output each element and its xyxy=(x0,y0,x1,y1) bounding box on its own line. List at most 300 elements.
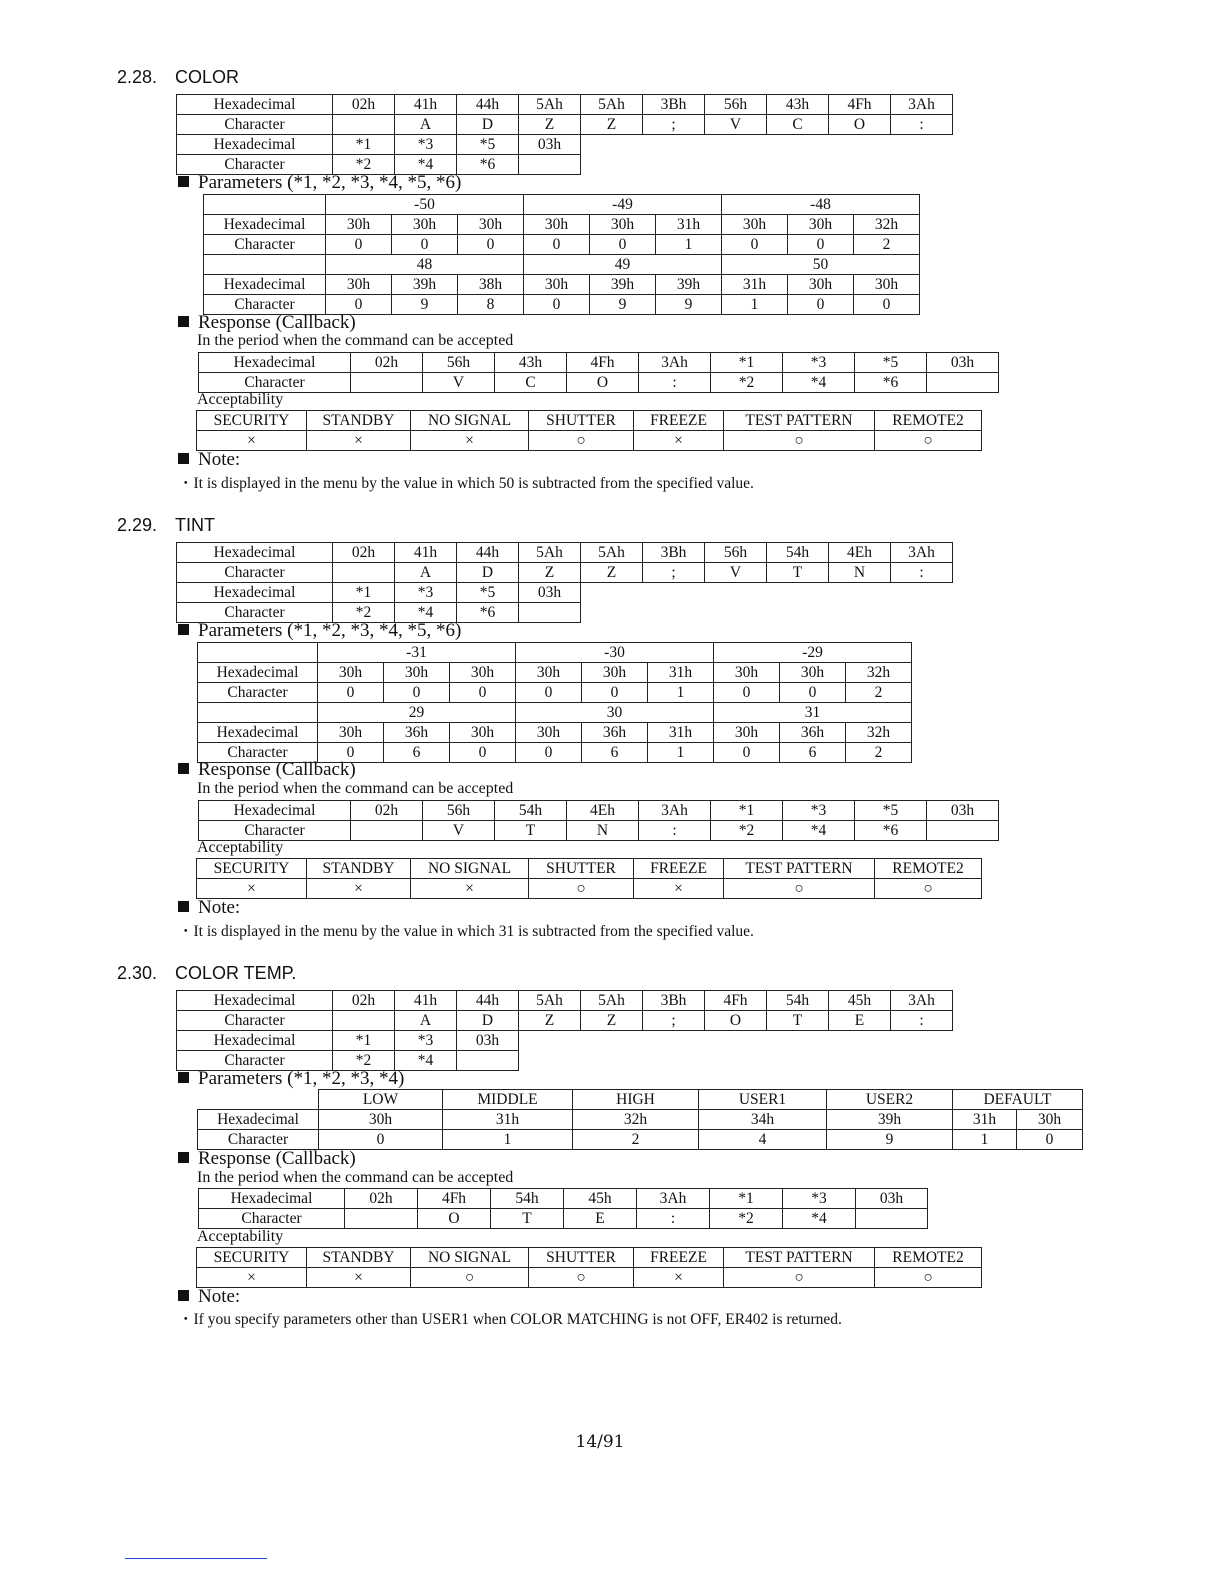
section-heading-color xyxy=(117,67,239,88)
cell: 3Ah xyxy=(639,801,711,821)
cell: 4 xyxy=(699,1130,827,1150)
cell: 30h xyxy=(524,215,590,235)
note-text: ・If you specify parameters other than USER1 when COLOR MATCHING is not OFF, ER402 is returned. xyxy=(178,1311,842,1328)
cell: V xyxy=(423,821,495,841)
cell: Z xyxy=(519,115,581,135)
cell: SECURITY xyxy=(197,411,307,431)
cell: D xyxy=(457,115,519,135)
cell: 43h xyxy=(767,95,829,115)
cell: : xyxy=(891,563,953,583)
acceptability-label: Acceptability xyxy=(197,391,284,408)
cell: 30h xyxy=(854,275,920,295)
cell: 30h xyxy=(714,663,780,683)
cell: 44h xyxy=(457,543,519,563)
cell: 03h xyxy=(519,135,581,155)
response-intro: In the period when the command can be accepted xyxy=(197,780,514,797)
cell: 31 xyxy=(714,703,912,723)
cell: T xyxy=(767,1011,829,1031)
cell: 2 xyxy=(854,235,920,255)
parameters-table-color xyxy=(203,194,920,315)
cell: NO SIGNAL xyxy=(411,411,529,431)
response-heading: Response (Callback) xyxy=(178,1148,356,1170)
cell: *2 xyxy=(333,1051,395,1071)
cell: 44h xyxy=(457,95,519,115)
cell: 30h xyxy=(458,215,524,235)
cell: 1 xyxy=(443,1130,573,1150)
cell: 5Ah xyxy=(581,543,643,563)
cell: 02h xyxy=(333,95,395,115)
cell: V xyxy=(705,563,767,583)
cell: 31h xyxy=(953,1110,1017,1130)
cell: D xyxy=(457,563,519,583)
cell: Hexadecimal xyxy=(177,583,333,603)
cell: 39h xyxy=(590,275,656,295)
cell xyxy=(351,821,423,841)
cell: 30h xyxy=(788,275,854,295)
cell: 30 xyxy=(516,703,714,723)
cell: T xyxy=(491,1209,564,1229)
cell: 31h xyxy=(443,1110,573,1130)
cell: A xyxy=(395,115,457,135)
cell: 56h xyxy=(705,95,767,115)
cell: Hexadecimal xyxy=(177,1031,333,1051)
cell: × xyxy=(634,879,724,899)
cell: Character xyxy=(177,563,333,583)
section-title: TINT xyxy=(175,515,215,535)
cell: SHUTTER xyxy=(529,411,634,431)
cell xyxy=(204,255,326,275)
cell: 5Ah xyxy=(519,991,581,1011)
cell: 43h xyxy=(495,353,567,373)
cell: 1 xyxy=(722,295,788,315)
cell: REMOTE2 xyxy=(875,1248,982,1268)
cell: Hexadecimal xyxy=(177,543,333,563)
cell: 02h xyxy=(333,543,395,563)
cell: Hexadecimal xyxy=(199,1189,345,1209)
cell: Character xyxy=(177,155,333,175)
cell: 30h xyxy=(450,723,516,743)
cell xyxy=(198,703,318,723)
response-intro: In the period when the command can be accepted xyxy=(197,1169,514,1186)
cell: A xyxy=(395,1011,457,1031)
cell: ○ xyxy=(875,431,982,451)
bullet-square-icon xyxy=(178,1072,189,1083)
cell: *4 xyxy=(783,821,855,841)
cell: *6 xyxy=(855,373,927,393)
cell: 8 xyxy=(458,295,524,315)
response-heading: Response (Callback) xyxy=(178,759,356,781)
cell: × xyxy=(197,431,307,451)
cell: LOW xyxy=(319,1090,443,1110)
cell: 3Ah xyxy=(639,353,711,373)
cell: 03h xyxy=(927,353,999,373)
cell: 2 xyxy=(846,743,912,763)
cell xyxy=(519,603,581,623)
cell: 02h xyxy=(345,1189,418,1209)
cell: *1 xyxy=(333,135,395,155)
page-number: 14/91 xyxy=(575,1432,625,1452)
cell: Character xyxy=(177,115,333,135)
cell: STANDBY xyxy=(307,859,411,879)
cell: Hexadecimal xyxy=(198,663,318,683)
cell: 30h xyxy=(319,1110,443,1130)
cell: *3 xyxy=(783,353,855,373)
cell: 32h xyxy=(846,663,912,683)
cell: SECURITY xyxy=(197,859,307,879)
cell: 0 xyxy=(780,683,846,703)
cell: 03h xyxy=(856,1189,928,1209)
cell: Hexadecimal xyxy=(199,801,351,821)
cell: A xyxy=(395,563,457,583)
cell: 30h xyxy=(582,663,648,683)
cell: Z xyxy=(581,563,643,583)
section-number: 2.28. xyxy=(117,67,158,87)
cell: : xyxy=(891,1011,953,1031)
section-number: 2.29. xyxy=(117,515,158,535)
cell: Hexadecimal xyxy=(204,275,326,295)
cell: × xyxy=(307,879,411,899)
cell: 4Fh xyxy=(829,95,891,115)
cell: 54h xyxy=(767,543,829,563)
cell: Hexadecimal xyxy=(198,1110,319,1130)
cell: Character xyxy=(198,1130,319,1150)
cell: Character xyxy=(199,373,351,393)
cell xyxy=(198,643,318,663)
cell: 1 xyxy=(953,1130,1017,1150)
cell: SHUTTER xyxy=(529,859,634,879)
cell: 30h xyxy=(326,215,392,235)
cell: Hexadecimal xyxy=(177,991,333,1011)
cell: 45h xyxy=(564,1189,637,1209)
cell: N xyxy=(829,563,891,583)
cell: 4Fh xyxy=(418,1189,491,1209)
cell: Z xyxy=(581,115,643,135)
cell: *1 xyxy=(711,353,783,373)
cell: *5 xyxy=(855,353,927,373)
cell: Hexadecimal xyxy=(199,353,351,373)
cell xyxy=(519,155,581,175)
cell: 39h xyxy=(656,275,722,295)
cell: TEST PATTERN xyxy=(724,859,875,879)
cell: SECURITY xyxy=(197,1248,307,1268)
cell: 30h xyxy=(780,663,846,683)
cell: USER2 xyxy=(827,1090,953,1110)
parameters-heading: Parameters (*1, *2, *3, *4, *5, *6) xyxy=(178,172,461,194)
cell xyxy=(333,1011,395,1031)
cell: E xyxy=(564,1209,637,1229)
cell: Character xyxy=(204,295,326,315)
cell: *3 xyxy=(395,1031,457,1051)
cell: 45h xyxy=(829,991,891,1011)
acceptability-label: Acceptability xyxy=(197,1228,284,1245)
cell: : xyxy=(639,821,711,841)
cell: 30h xyxy=(524,275,590,295)
cell: Character xyxy=(177,1051,333,1071)
cell: V xyxy=(423,373,495,393)
cell: × xyxy=(307,431,411,451)
cell: 03h xyxy=(457,1031,519,1051)
cell: 3Ah xyxy=(637,1189,710,1209)
cell: 30h xyxy=(516,723,582,743)
cell: Hexadecimal xyxy=(198,723,318,743)
cell: N xyxy=(567,821,639,841)
cell: 31h xyxy=(648,663,714,683)
cell: 0 xyxy=(326,235,392,255)
command-table-color-temp xyxy=(176,990,953,1071)
cell: -50 xyxy=(326,195,524,215)
cell: 2 xyxy=(846,683,912,703)
cell: 5Ah xyxy=(519,543,581,563)
cell: 0 xyxy=(319,1130,443,1150)
bullet-square-icon xyxy=(178,316,189,327)
cell: O xyxy=(418,1209,491,1229)
cell: 56h xyxy=(705,543,767,563)
cell: O xyxy=(567,373,639,393)
cell: Character xyxy=(198,683,318,703)
cell: 4Fh xyxy=(705,991,767,1011)
cell: Character xyxy=(199,821,351,841)
cell: 6 xyxy=(780,743,846,763)
cell: : xyxy=(891,115,953,135)
cell: *4 xyxy=(783,1209,856,1229)
section-heading-color-temp xyxy=(117,963,296,984)
cell: T xyxy=(767,563,829,583)
cell: 0 xyxy=(450,683,516,703)
cell xyxy=(204,195,326,215)
cell: 0 xyxy=(326,295,392,315)
cell: 5Ah xyxy=(581,95,643,115)
cell: *1 xyxy=(333,1031,395,1051)
cell: 0 xyxy=(714,683,780,703)
cell: 3Ah xyxy=(891,991,953,1011)
cell: *5 xyxy=(457,583,519,603)
cell: 0 xyxy=(590,235,656,255)
cell: : xyxy=(639,373,711,393)
cell: *6 xyxy=(457,603,519,623)
cell: 3Ah xyxy=(891,95,953,115)
cell: MIDDLE xyxy=(443,1090,573,1110)
acceptability-table-color-temp xyxy=(196,1247,982,1288)
cell: 31h xyxy=(656,215,722,235)
cell: 41h xyxy=(395,543,457,563)
cell: *4 xyxy=(783,373,855,393)
cell: T xyxy=(495,821,567,841)
cell: 30h xyxy=(326,275,392,295)
cell: 0 xyxy=(384,683,450,703)
bullet-square-icon xyxy=(178,624,189,635)
cell: 0 xyxy=(582,683,648,703)
cell: FREEZE xyxy=(634,1248,724,1268)
section-title: COLOR TEMP. xyxy=(175,963,297,983)
cell: 31h xyxy=(722,275,788,295)
cell: *6 xyxy=(855,821,927,841)
cell: 50 xyxy=(722,255,920,275)
cell: Character xyxy=(177,1011,333,1031)
section-number: 2.30. xyxy=(117,963,158,983)
cell: Character xyxy=(198,743,318,763)
cell: *2 xyxy=(711,373,783,393)
cell: 30h xyxy=(392,215,458,235)
note-heading: Note: xyxy=(178,1286,240,1308)
cell: 4Eh xyxy=(829,543,891,563)
cell xyxy=(333,115,395,135)
cell: 02h xyxy=(351,353,423,373)
cell: 56h xyxy=(423,353,495,373)
cell: Hexadecimal xyxy=(177,135,333,155)
cell: 32h xyxy=(854,215,920,235)
cell: 36h xyxy=(582,723,648,743)
cell: 49 xyxy=(524,255,722,275)
cell: 54h xyxy=(495,801,567,821)
cell: 9 xyxy=(590,295,656,315)
cell: *5 xyxy=(855,801,927,821)
bullet-square-icon xyxy=(178,453,189,464)
cell: ; xyxy=(643,563,705,583)
cell: 54h xyxy=(767,991,829,1011)
parameters-heading: Parameters (*1, *2, *3, *4, *5, *6) xyxy=(178,620,461,642)
bullet-square-icon xyxy=(178,1290,189,1301)
cell xyxy=(927,373,999,393)
cell: 54h xyxy=(491,1189,564,1209)
cell: 32h xyxy=(573,1110,699,1130)
cell: -31 xyxy=(318,643,516,663)
cell: TEST PATTERN xyxy=(724,411,875,431)
cell: 3Bh xyxy=(643,991,705,1011)
cell: E xyxy=(829,1011,891,1031)
cell: 9 xyxy=(392,295,458,315)
cell: 4Eh xyxy=(567,801,639,821)
cell: ○ xyxy=(724,431,875,451)
cell: 32h xyxy=(846,723,912,743)
cell: 0 xyxy=(392,235,458,255)
parameters-table-color-temp xyxy=(197,1089,1083,1150)
cell: ; xyxy=(643,115,705,135)
cell: Hexadecimal xyxy=(177,95,333,115)
cell: 3Bh xyxy=(643,95,705,115)
cell: 30h xyxy=(450,663,516,683)
cell: 41h xyxy=(395,991,457,1011)
cell: 38h xyxy=(458,275,524,295)
cell: × xyxy=(634,1268,724,1288)
section-heading-tint xyxy=(117,515,215,536)
cell: STANDBY xyxy=(307,411,411,431)
cell: 36h xyxy=(384,723,450,743)
cell: C xyxy=(495,373,567,393)
cell: ○ xyxy=(529,879,634,899)
cell: 6 xyxy=(582,743,648,763)
cell: × xyxy=(411,431,529,451)
cell: Z xyxy=(519,563,581,583)
cell: *4 xyxy=(395,603,457,623)
cell: 44h xyxy=(457,991,519,1011)
cell: Character xyxy=(204,235,326,255)
note-heading: Note: xyxy=(178,449,240,471)
cell: 30h xyxy=(1017,1110,1083,1130)
cell: 30h xyxy=(384,663,450,683)
cell: -29 xyxy=(714,643,912,663)
cell: × xyxy=(307,1268,411,1288)
cell: Z xyxy=(581,1011,643,1031)
response-table-color xyxy=(198,352,999,393)
cell: 30h xyxy=(590,215,656,235)
cell: 48 xyxy=(326,255,524,275)
cell: C xyxy=(767,115,829,135)
cell: Character xyxy=(199,1209,345,1229)
cell: 30h xyxy=(722,215,788,235)
cell: × xyxy=(197,879,307,899)
cell: FREEZE xyxy=(634,859,724,879)
cell: REMOTE2 xyxy=(875,859,982,879)
footer-rule xyxy=(125,1558,267,1559)
cell: 6 xyxy=(384,743,450,763)
cell: 30h xyxy=(714,723,780,743)
cell: 9 xyxy=(827,1130,953,1150)
cell: 3Bh xyxy=(643,543,705,563)
cell: NO SIGNAL xyxy=(411,1248,529,1268)
cell: 3Ah xyxy=(891,543,953,563)
cell: 56h xyxy=(423,801,495,821)
cell: REMOTE2 xyxy=(875,411,982,431)
cell xyxy=(351,373,423,393)
cell: 02h xyxy=(333,991,395,1011)
cell: × xyxy=(411,879,529,899)
cell: 30h xyxy=(788,215,854,235)
cell: D xyxy=(457,1011,519,1031)
cell: *3 xyxy=(395,583,457,603)
cell: *4 xyxy=(395,155,457,175)
cell: 0 xyxy=(524,235,590,255)
cell: 0 xyxy=(450,743,516,763)
cell: 0 xyxy=(788,295,854,315)
cell: *3 xyxy=(783,801,855,821)
cell: 30h xyxy=(318,723,384,743)
cell: ○ xyxy=(875,879,982,899)
response-heading: Response (Callback) xyxy=(178,312,356,334)
cell: *3 xyxy=(395,135,457,155)
cell: *3 xyxy=(783,1189,856,1209)
cell: DEFAULT xyxy=(953,1090,1083,1110)
cell: Hexadecimal xyxy=(204,215,326,235)
cell: *6 xyxy=(457,155,519,175)
cell: 1 xyxy=(656,235,722,255)
acceptability-table-color xyxy=(196,410,982,451)
cell: 0 xyxy=(788,235,854,255)
cell: 34h xyxy=(699,1110,827,1130)
cell: *2 xyxy=(333,155,395,175)
cell: ○ xyxy=(529,1268,634,1288)
cell xyxy=(333,563,395,583)
cell: 5Ah xyxy=(519,95,581,115)
parameters-heading: Parameters (*1, *2, *3, *4) xyxy=(178,1068,404,1090)
cell: 31h xyxy=(648,723,714,743)
cell: SHUTTER xyxy=(529,1248,634,1268)
cell: -49 xyxy=(524,195,722,215)
cell: 03h xyxy=(927,801,999,821)
cell: *2 xyxy=(710,1209,783,1229)
cell: 41h xyxy=(395,95,457,115)
cell: 0 xyxy=(722,235,788,255)
cell: *1 xyxy=(711,801,783,821)
cell: O xyxy=(705,1011,767,1031)
cell: 03h xyxy=(519,583,581,603)
cell: 2 xyxy=(573,1130,699,1150)
acceptability-table-tint xyxy=(196,858,982,899)
cell: ○ xyxy=(529,431,634,451)
cell: *1 xyxy=(333,583,395,603)
cell: 1 xyxy=(648,743,714,763)
bullet-square-icon xyxy=(178,901,189,912)
cell: 39h xyxy=(392,275,458,295)
